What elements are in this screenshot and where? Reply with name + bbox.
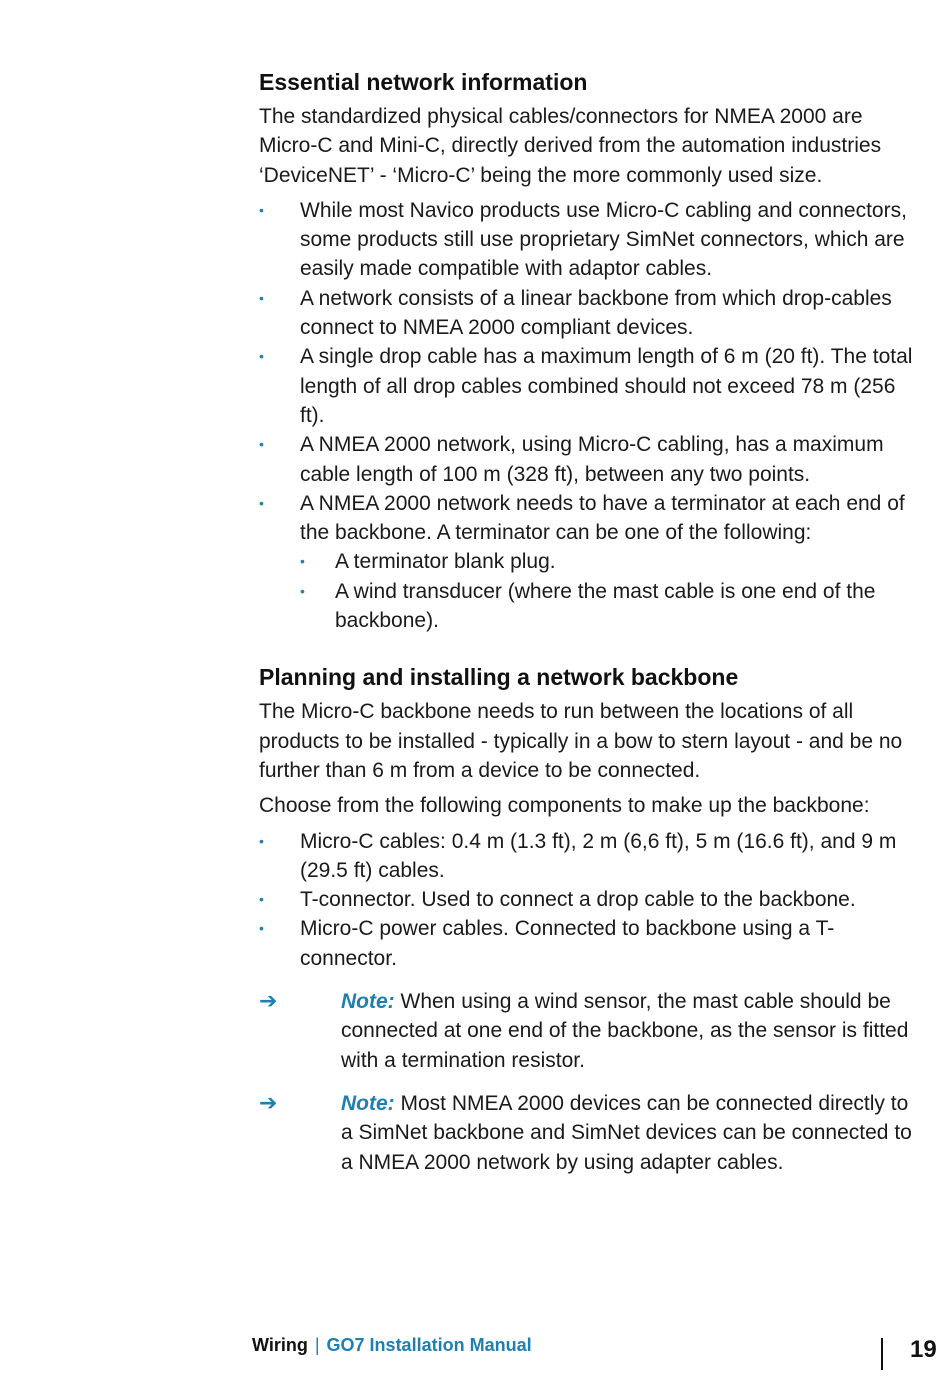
list-item: • Micro-C cables: 0.4 m (1.3 ft), 2 m (6,6 ft), 5 m (16.6 ft), and 9 m (29.5 ft) cables.: [259, 827, 919, 886]
bullet-icon: •: [259, 891, 264, 908]
bullet-icon: •: [259, 201, 264, 218]
footer-document-title: GO7 Installation Manual: [326, 1335, 532, 1355]
bullet-icon: •: [259, 494, 264, 511]
terminator-sub-list: [300, 547, 919, 635]
sub-list-item: • A terminator blank plug.: [300, 547, 919, 576]
note-label: Note:: [341, 990, 395, 1014]
bullet-icon: •: [300, 582, 305, 599]
section-heading-planning: Planning and installing a network backbone: [259, 664, 739, 691]
section-heading-essential: Essential network information: [259, 69, 588, 95]
bullet-icon: •: [300, 553, 305, 570]
note-simnet-compat: [259, 1089, 919, 1177]
bullet-icon: •: [259, 289, 264, 306]
footer-section-name: Wiring: [252, 1335, 308, 1355]
bullet-icon: •: [259, 832, 264, 849]
list-item: • Micro-C power cables. Connected to backbone using a T-connector.: [259, 914, 919, 973]
arrow-right-icon: ➔: [259, 1089, 278, 1115]
list-item: • A single drop cable has a maximum length of 6 m (20 ft). The total length of all drop cables combined should not exceed 78 m (256 ft).: [259, 342, 919, 430]
bullet-icon: •: [259, 348, 264, 365]
page-number: 19: [910, 1336, 937, 1363]
essential-bullet-list: [259, 196, 919, 635]
note-label: Note:: [341, 1091, 395, 1115]
note-text: When using a wind sensor, the mast cable should be connected at one end of the backbone, as the sensor is fitted with a termination resistor.: [341, 990, 909, 1072]
footer-separator: |: [314, 1335, 320, 1355]
list-item: • A network consists of a linear backbone from which drop-cables connect to NMEA 2000 compliant devices.: [259, 284, 919, 343]
note-text: Most NMEA 2000 devices can be connected directly to a SimNet backbone and SimNet devices can be connected to a NMEA 2000 network by using adapter cables.: [341, 1091, 912, 1174]
list-item: • A NMEA 2000 network needs to have a terminator at each end of the backbone. A terminator can be one of the following: • A terminator blank plug. • A wind transducer (where the mast cable is one end of the backbone).: [259, 489, 919, 635]
bullet-icon: •: [259, 436, 264, 453]
page-number-divider: [881, 1338, 883, 1370]
intro-paragraph: The standardized physical cables/connectors for NMEA 2000 are Micro-C and Mini-C, directly derived from the automation industries ‘DeviceNET’ - ‘Micro-C’ being the more commonly used size.: [259, 105, 882, 187]
bullet-icon: •: [259, 920, 264, 937]
page-content: [259, 66, 919, 1177]
section-planning: [259, 661, 919, 1176]
note-wind-sensor: [259, 987, 919, 1075]
sub-list-item: • A wind transducer (where the mast cable is one end of the backbone).: [300, 577, 919, 636]
list-item: • T-connector. Used to connect a drop cable to the backbone.: [259, 885, 919, 914]
list-item: • While most Navico products use Micro-C cabling and connectors, some products still use proprietary SimNet connectors, which are easily made compatible with adaptor cables.: [259, 196, 919, 284]
backbone-paragraph: The Micro-C backbone needs to run between the locations of all products to be installed - typically in a bow to stern layout - and be no further than 6 m from a device to be connected.: [259, 700, 903, 782]
components-bullet-list: [259, 827, 919, 973]
list-item: • A NMEA 2000 network, using Micro-C cabling, has a maximum cable length of 100 m (328 ft), between any two points.: [259, 430, 919, 489]
components-intro: Choose from the following components to make up the backbone:: [259, 794, 870, 818]
page-footer: [252, 1335, 532, 1356]
arrow-right-icon: ➔: [259, 988, 278, 1014]
